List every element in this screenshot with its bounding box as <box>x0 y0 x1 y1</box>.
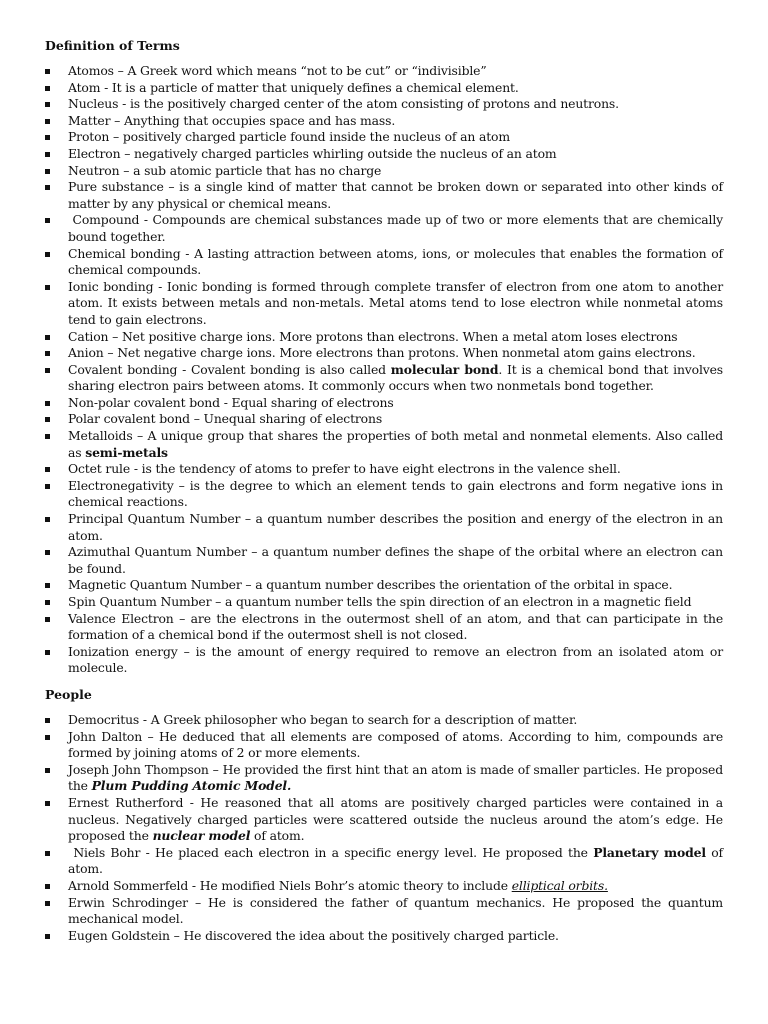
bullet-icon <box>45 218 50 223</box>
list-item: Proton – positively charged particle found inside the nucleus of an atom <box>45 129 723 146</box>
bullet-icon <box>45 185 50 190</box>
bullet-icon <box>45 617 50 622</box>
bullet-icon <box>45 718 50 723</box>
list-item: Chemical bonding - A lasting attraction between atoms, ions, or molecules that enables the formation of chemical compounds. <box>45 246 723 279</box>
bullet-icon <box>45 434 50 439</box>
bullet-icon <box>45 152 50 157</box>
bullet-icon <box>45 119 50 124</box>
list-item: Atomos – A Greek word which means “not to be cut” or “indivisible” <box>45 63 723 80</box>
list-item: Compound - Compounds are chemical substances made up of two or more elements that are chemically bound together. <box>45 212 723 245</box>
bullet-icon <box>45 417 50 422</box>
list-item: Joseph John Thompson – He provided the first hint that an atom is made of smaller particles. He proposed the Plum Pudding Atomic Model. <box>45 762 723 795</box>
bullet-icon <box>45 69 50 74</box>
list-item: Ionization energy – is the amount of energy required to remove an electron from an isolated atom or molecule. <box>45 644 723 677</box>
list-item: Pure substance – is a single kind of matter that cannot be broken down or separated into other kinds of matter by any physical or chemical means. <box>45 179 723 212</box>
list-item: Non-polar covalent bond - Equal sharing of electrons <box>45 395 723 412</box>
bullet-icon <box>45 600 50 605</box>
list-item: Neutron – a sub atomic particle that has no charge <box>45 163 723 180</box>
list-item: Matter – Anything that occupies space and has mass. <box>45 113 723 130</box>
list-item: John Dalton – He deduced that all elements are composed of atoms. According to him, compounds are formed by joining atoms of 2 or more elements. <box>45 729 723 762</box>
list-item: Polar covalent bond – Unequal sharing of electrons <box>45 411 723 428</box>
bullet-icon <box>45 517 50 522</box>
emphasis-text: molecular bond <box>390 361 499 377</box>
bullet-icon <box>45 583 50 588</box>
emphasis-text: elliptical orbits. <box>511 877 608 893</box>
bullet-icon <box>45 884 50 889</box>
bullet-icon <box>45 368 50 373</box>
list-item: Ernest Rutherford - He reasoned that all atoms are positively charged particles were contained in a nucleus. Negatively charged particles were scattered outside the nucleus around the atom’s edge. He proposed the nuclear model of atom. <box>45 795 723 845</box>
bullet-icon <box>45 735 50 740</box>
definitions-heading: Definition of Terms <box>45 38 180 53</box>
bullet-icon <box>45 335 50 340</box>
list-item: Democritus - A Greek philosopher who began to search for a description of matter. <box>45 712 723 729</box>
bullet-icon <box>45 650 50 655</box>
bullet-icon <box>45 102 50 107</box>
emphasis-text: semi-metals <box>85 444 168 460</box>
list-item: Electron – negatively charged particles whirling outside the nucleus of an atom <box>45 146 723 163</box>
bullet-icon <box>45 550 50 555</box>
bullet-icon <box>45 351 50 356</box>
list-item: Niels Bohr - He placed each electron in a specific energy level. He proposed the Planetary model of atom. <box>45 845 723 878</box>
document-page <box>45 38 727 944</box>
list-item: Erwin Schrodinger – He is considered the father of quantum mechanics. He proposed the quantum mechanical model. <box>45 895 723 928</box>
bullet-icon <box>45 285 50 290</box>
definitions-list <box>45 63 727 677</box>
list-item: Valence Electron – are the electrons in the outermost shell of an atom, and that can participate in the formation of a chemical bond if the outermost shell is not closed. <box>45 611 723 644</box>
list-item: Principal Quantum Number – a quantum number describes the position and energy of the electron in an atom. <box>45 511 723 544</box>
list-item: Anion – Net negative charge ions. More electrons than protons. When nonmetal atom gains electrons. <box>45 345 723 362</box>
bullet-icon <box>45 401 50 406</box>
people-list <box>45 711 727 944</box>
list-item: Atom - It is a particle of matter that uniquely defines a chemical element. <box>45 80 723 97</box>
list-item: Cation – Net positive charge ions. More protons than electrons. When a metal atom loses electrons <box>45 329 723 346</box>
list-item: Nucleus - is the positively charged center of the atom consisting of protons and neutrons. <box>45 96 723 113</box>
list-item: Covalent bonding - Covalent bonding is also called molecular bond. It is a chemical bond that involves sharing electron pairs between atoms. It commonly occurs when two nonmetals bond together. <box>45 362 723 395</box>
list-item: Spin Quantum Number – a quantum number tells the spin direction of an electron in a magnetic field <box>45 594 723 611</box>
list-item: Azimuthal Quantum Number – a quantum number defines the shape of the orbital where an electron can be found. <box>45 544 723 577</box>
list-item: Ionic bonding - Ionic bonding is formed through complete transfer of electron from one atom to another atom. It exists between metals and non-metals. Metal atoms tend to lose electron while nonmetal atoms tend to gain electrons. <box>45 279 723 329</box>
bullet-icon <box>45 801 50 806</box>
bullet-icon <box>45 768 50 773</box>
list-item: Electronegativity – is the degree to which an element tends to gain electrons and form negative ions in chemical reactions. <box>45 478 723 511</box>
emphasis-text: Planetary model <box>593 844 706 860</box>
bullet-icon <box>45 467 50 472</box>
bullet-icon <box>45 86 50 91</box>
bullet-icon <box>45 135 50 140</box>
emphasis-text: nuclear model <box>152 828 251 844</box>
list-item: Octet rule - is the tendency of atoms to prefer to have eight electrons in the valence shell. <box>45 461 723 478</box>
list-item: Metalloids – A unique group that shares the properties of both metal and nonmetal elements. Also called as semi-metals <box>45 428 723 461</box>
people-heading: People <box>45 686 92 702</box>
list-item: Arnold Sommerfeld - He modified Niels Bohr’s atomic theory to include elliptical orbits. <box>45 878 723 895</box>
bullet-icon <box>45 484 50 489</box>
list-item: Magnetic Quantum Number – a quantum number describes the orientation of the orbital in space. <box>45 577 723 594</box>
emphasis-text: Plum Pudding Atomic Model. <box>91 778 292 794</box>
bullet-icon <box>45 934 50 939</box>
bullet-icon <box>45 851 50 856</box>
bullet-icon <box>45 252 50 257</box>
list-item: Eugen Goldstein – He discovered the idea about the positively charged particle. <box>45 928 723 945</box>
bullet-icon <box>45 169 50 174</box>
bullet-icon <box>45 901 50 906</box>
